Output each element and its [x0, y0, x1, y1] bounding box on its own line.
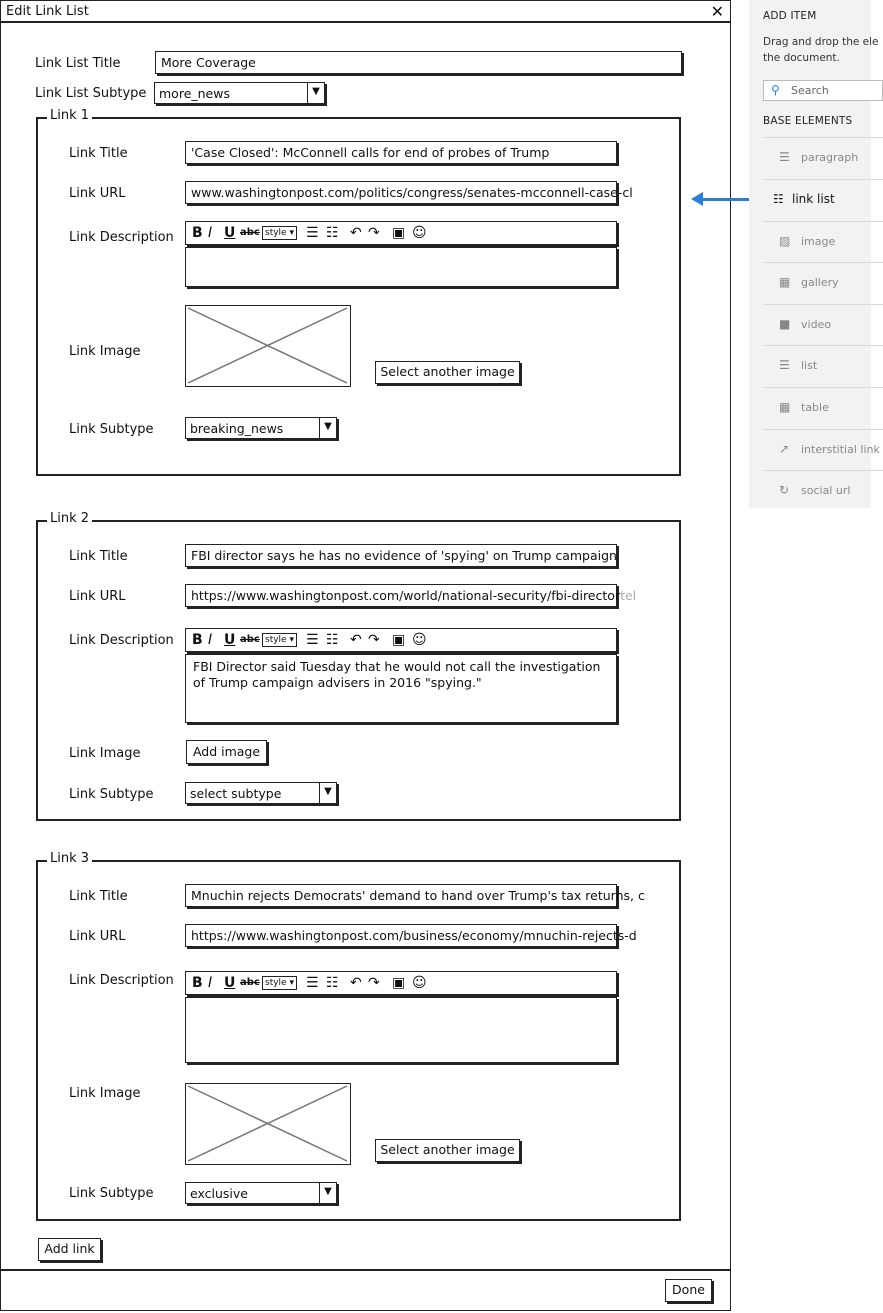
insert-image-icon[interactable]: ▣: [392, 225, 406, 241]
link-2-description-editor[interactable]: FBI Director said Tuesday that he would not call the investigation of Trump campaign advisers in 2016 "spying.": [185, 654, 617, 723]
bullet-list-icon[interactable]: ☰: [306, 632, 319, 648]
panel-description-line-1: Drag and drop the ele: [763, 36, 879, 48]
italic-icon[interactable]: I: [208, 975, 213, 991]
panel-item-label: video: [801, 318, 832, 331]
panel-item-label: social url: [801, 484, 851, 497]
panel-item-list[interactable]: [763, 345, 883, 386]
insert-image-icon[interactable]: ▣: [392, 975, 406, 991]
panel-item-video[interactable]: [763, 304, 883, 345]
numbered-list-icon[interactable]: ☷: [326, 975, 339, 991]
paragraph-icon: ☰: [779, 150, 790, 164]
panel-item-link-list[interactable]: [763, 179, 883, 220]
italic-icon[interactable]: I: [208, 225, 213, 241]
panel-item-label: list: [801, 359, 818, 372]
panel-heading: ADD ITEM: [763, 10, 817, 22]
link-description-label: Link Description: [69, 633, 174, 648]
style-dropdown[interactable]: style ▾: [262, 976, 297, 990]
undo-icon[interactable]: ↶: [350, 632, 362, 648]
add-item-panel: [749, 0, 880, 508]
link-1-image-placeholder: [185, 305, 351, 387]
table-icon: ▦: [779, 400, 791, 414]
link-2-rte-toolbar: [185, 628, 617, 652]
link-2-subtype-value: select subtype: [190, 786, 282, 801]
link-1-legend: Link 1: [47, 108, 92, 123]
link-list-subtype-label: Link List Subtype: [35, 86, 147, 101]
panel-item-label: gallery: [801, 276, 839, 289]
link-1-select-image-button[interactable]: Select another image: [375, 361, 520, 384]
link-subtype-label: Link Subtype: [69, 787, 154, 802]
emoji-icon[interactable]: ☺: [412, 975, 427, 991]
chevron-down-icon: ▼: [319, 783, 336, 803]
link-3-legend: Link 3: [47, 851, 92, 866]
panel-item-table[interactable]: [763, 387, 883, 428]
panel-item-interstitial-link[interactable]: [763, 429, 883, 470]
underline-icon[interactable]: U: [224, 632, 236, 648]
chevron-down-icon: ▼: [319, 418, 336, 438]
link-1-url-input[interactable]: [185, 181, 633, 204]
link-1-subtype-value: breaking_news: [190, 421, 284, 436]
bold-icon[interactable]: B: [192, 632, 203, 648]
social-url-icon: ↻: [779, 483, 790, 497]
done-button[interactable]: Done: [665, 1279, 712, 1302]
link-2-url-value: https://www.washingtonpost.com/world/national-security/fbi-director: [191, 588, 621, 603]
interstitial-link-icon: ↗: [779, 442, 790, 456]
dialog-title: Edit Link List: [6, 4, 89, 19]
chevron-down-icon: ▼: [307, 83, 324, 103]
link-list-icon: ☷: [773, 192, 784, 206]
redo-icon[interactable]: ↷: [368, 225, 380, 241]
link-1-url-value: www.washingtonpost.com/politics/congress/senates-mcconnell-case-cl: [191, 185, 633, 200]
link-description-label: Link Description: [69, 230, 174, 245]
bold-icon[interactable]: B: [192, 225, 203, 241]
drag-arrow-icon: [691, 192, 703, 206]
link-3-url-input[interactable]: [185, 924, 637, 947]
link-list-subtype-value: more_news: [159, 86, 230, 101]
link-3-title-input[interactable]: Mnuchin rejects Democrats' demand to hand over Trump's tax returns, c: [185, 884, 617, 907]
close-icon[interactable]: ✕: [710, 2, 724, 21]
underline-icon[interactable]: U: [224, 975, 236, 991]
video-icon: ■: [779, 317, 791, 331]
bold-icon[interactable]: B: [192, 975, 203, 991]
panel-item-label: image: [801, 235, 836, 248]
link-3-image-placeholder: [185, 1083, 351, 1165]
emoji-icon[interactable]: ☺: [412, 225, 427, 241]
bullet-list-icon[interactable]: ☰: [306, 225, 319, 241]
redo-icon[interactable]: ↷: [368, 632, 380, 648]
link-1-rte-toolbar: [185, 221, 617, 245]
strikethrough-icon[interactable]: abc: [240, 227, 260, 238]
chevron-down-icon: ▼: [319, 1183, 336, 1203]
style-label: style: [265, 635, 287, 645]
undo-icon[interactable]: ↶: [350, 225, 362, 241]
gallery-icon: ▦: [779, 275, 791, 289]
style-label: style: [265, 228, 287, 238]
link-2-legend: Link 2: [47, 511, 92, 526]
link-3-subtype-value: exclusive: [190, 1186, 248, 1201]
panel-description: [763, 34, 879, 66]
panel-description-line-2: the document.: [763, 52, 840, 64]
redo-icon[interactable]: ↷: [368, 975, 380, 991]
link-image-label: Link Image: [69, 1086, 141, 1101]
link-3-description-editor[interactable]: [185, 997, 617, 1063]
base-elements-heading: BASE ELEMENTS: [763, 115, 853, 127]
link-title-label: Link Title: [69, 889, 128, 904]
link-1-title-input[interactable]: 'Case Closed': McConnell calls for end of probes of Trump: [185, 141, 617, 164]
link-image-label: Link Image: [69, 746, 141, 761]
numbered-list-icon[interactable]: ☷: [326, 632, 339, 648]
link-2-url-input[interactable]: [185, 584, 637, 607]
link-subtype-label: Link Subtype: [69, 422, 154, 437]
panel-item-paragraph[interactable]: [763, 137, 883, 178]
numbered-list-icon[interactable]: ☷: [326, 225, 339, 241]
link-image-label: Link Image: [69, 344, 141, 359]
link-2-title-input[interactable]: FBI director says he has no evidence of 'spying' on Trump campaign: [185, 544, 617, 567]
strikethrough-icon[interactable]: abc: [240, 634, 260, 645]
link-list-title-label: Link List Title: [35, 56, 121, 71]
link-url-label: Link URL: [69, 186, 126, 201]
link-2-add-image-button[interactable]: Add image: [186, 740, 267, 764]
emoji-icon[interactable]: ☺: [412, 632, 427, 648]
link-list-subtype-select[interactable]: [154, 82, 325, 104]
panel-item-label: interstitial link: [801, 443, 880, 456]
link-3-rte-toolbar: [185, 971, 617, 995]
panel-item-label: link list: [792, 192, 835, 206]
panel-item-label: table: [801, 401, 829, 414]
dialog-titlebar: [1, 1, 730, 23]
insert-image-icon[interactable]: ▣: [392, 632, 406, 648]
panel-item-label: paragraph: [801, 151, 859, 164]
italic-icon[interactable]: I: [208, 632, 213, 648]
link-subtype-label: Link Subtype: [69, 1186, 154, 1201]
dialog-footer-divider: [1, 1269, 730, 1271]
list-icon: ☰: [779, 358, 790, 372]
link-3-subtype-select[interactable]: [185, 1182, 337, 1204]
link-url-label: Link URL: [69, 589, 126, 604]
link-title-label: Link Title: [69, 549, 128, 564]
style-dropdown[interactable]: style ▾: [262, 633, 297, 647]
link-1-description-editor[interactable]: [185, 247, 617, 287]
add-link-button[interactable]: Add link: [38, 1238, 101, 1261]
search-placeholder: Search: [791, 84, 829, 97]
panel-item-gallery[interactable]: [763, 262, 883, 303]
style-label: style: [265, 978, 287, 988]
underline-icon[interactable]: U: [224, 225, 236, 241]
strikethrough-icon[interactable]: abc: [240, 977, 260, 988]
link-url-label: Link URL: [69, 929, 126, 944]
link-description-label: Link Description: [69, 973, 174, 988]
search-icon: ⚲: [771, 83, 780, 97]
link-list-title-input[interactable]: More Coverage: [155, 51, 682, 74]
bullet-list-icon[interactable]: ☰: [306, 975, 319, 991]
link-3-select-image-button[interactable]: Select another image: [375, 1139, 520, 1162]
link-title-label: Link Title: [69, 146, 128, 161]
link-2-url-tail: tel: [620, 588, 637, 603]
panel-search-input[interactable]: [763, 80, 883, 101]
undo-icon[interactable]: ↶: [350, 975, 362, 991]
panel-item-image[interactable]: [763, 221, 883, 262]
panel-item-social-url[interactable]: [763, 470, 883, 511]
link-1-subtype-select[interactable]: [185, 417, 337, 439]
link-3-url-value: https://www.washingtonpost.com/business/economy/mnuchin-rejects-d: [191, 928, 637, 943]
link-2-subtype-select[interactable]: [185, 782, 337, 804]
style-dropdown[interactable]: style ▾: [262, 226, 297, 240]
image-icon: ▨: [779, 234, 791, 248]
